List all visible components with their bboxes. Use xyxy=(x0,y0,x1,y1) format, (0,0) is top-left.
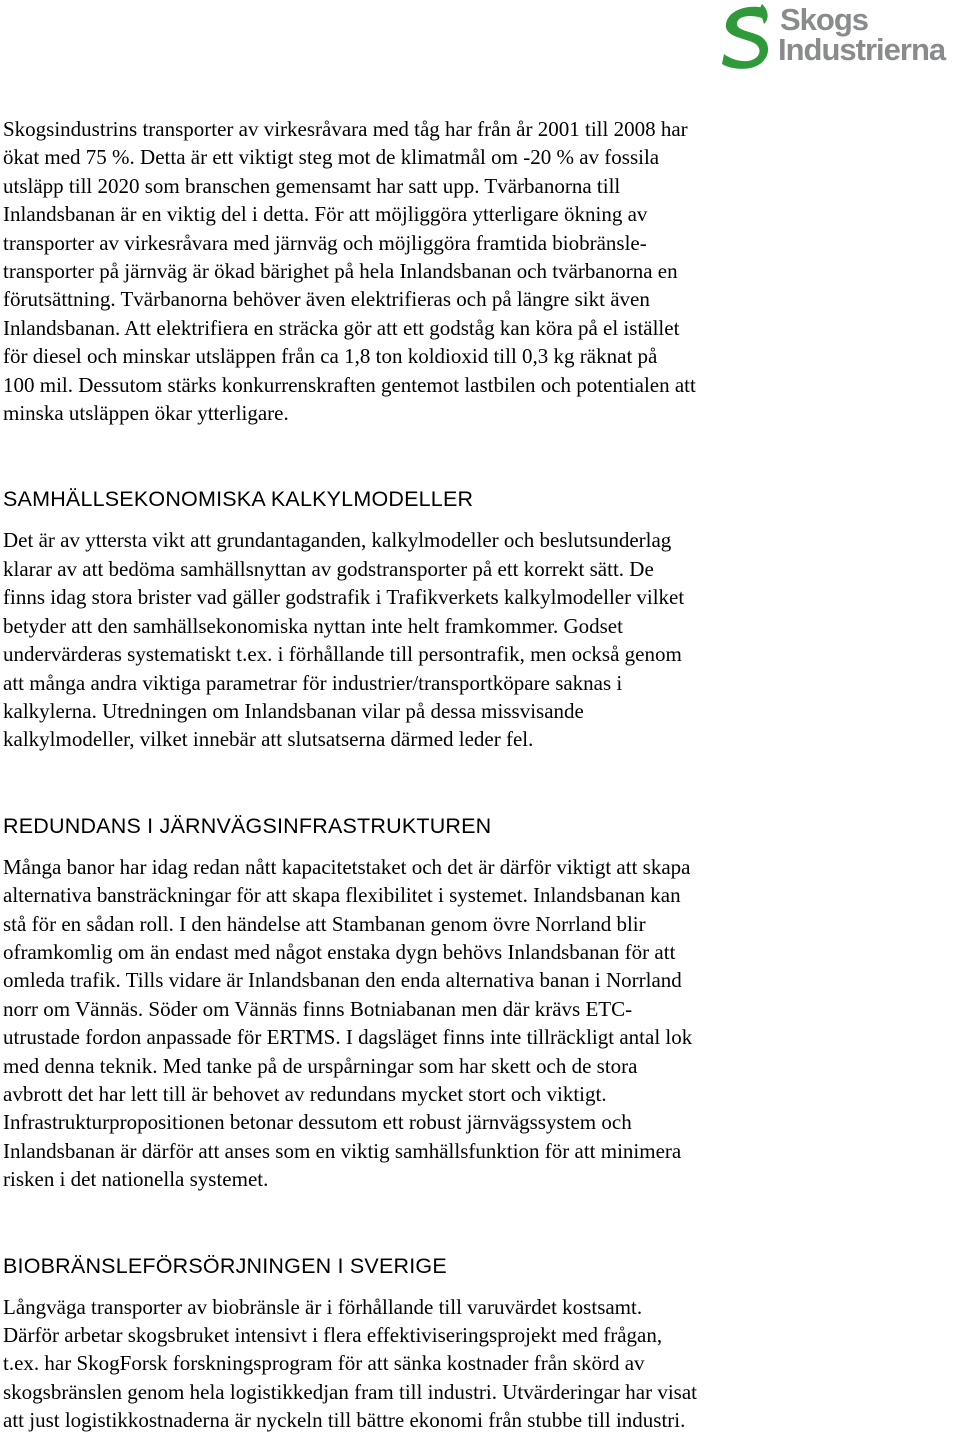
heading-redundans: REDUNDANS I JÄRNVÄGSINFRASTRUKTUREN xyxy=(3,813,492,838)
skogsindustrierna-logo xyxy=(718,0,960,74)
logo-text-skogs: Skogs xyxy=(780,2,869,37)
paragraph-biobransle: Långväga transporter av biobränsle är i förhållande till varuvärdet kostsamt. Därför arbetar skogsbruket intensivt i flera effektiviseringsprojekt med frågan, t.ex. har SkogForsk forskningsprogram för att sänka kostnader från skörd av skogsbränslen genom hela logistikkedjan fram till industri. Utvärderingar har visat att just logistikkostnaderna är nyckeln till bättre ekonomi från stubbe till industri. xyxy=(3,1294,698,1433)
paragraph-redundans: Många banor har idag redan nått kapacitetstaket och det är därför viktigt att skapa alternativa bansträckningar för att skapa flexibilitet i systemet. Inlandsbanan kan stå för en sådan roll. I den händelse att Stambanan genom övre Norrland blir oframkomlig om än endast med något enstaka dygn behövs Inlandsbanan för att omleda trafik. Tills vidare är Inlandsbanan den enda alternativa banan i Norrland norr om Vännäs. Söder om Vännäs finns Botniabanan men där krävs ETC- utrustade fordon anpassade för ERTMS. I dagsläget finns inte tillräckligt antal lok med denna teknik. Med tanke på de urspårningar som har skett och de stora avbrott det har lett till är behovet av redundans mycket stort och viktigt. Infrastrukturpropositionen betonar dessutom ett robust järnvägssystem och Inlandsbanan är därför att anses som en viktig samhällsfunktion för att minimera risken i det nationella systemet. xyxy=(3,854,693,1192)
leaf-s-logo-icon xyxy=(718,2,780,72)
logo-text-industrierna: Industrierna xyxy=(778,32,946,67)
heading-samhallsekonomiska-kalkylmodeller: SAMHÄLLSEKONOMISKA KALKYLMODELLER xyxy=(3,487,474,512)
paragraph-kalkylmodeller: Det är av yttersta vikt att grundantaganden, kalkylmodeller och beslutsunderlag klarar av att bedöma samhällsnyttan av godstransporter på ett korrekt sätt. De finns idag stora brister vad gäller godstrafik i Trafikverkets kalkylmodeller vilket betyder att den samhällsekonomiska nyttan inte helt framkommer. Godset undervärderas systematiskt t.ex. i förhållande till persontrafik, men också genom att många andra viktiga parametrar för industrier/transportköpare saknas i kalkylerna. Utredningen om Inlandsbanan vilar på dessa missvisande kalkylmodeller, vilket innebär att slutsatserna därmed leder fel. xyxy=(3,528,685,752)
intro-paragraph: Skogsindustrins transporter av virkesråvara med tåg har från år 2001 till 2008 har ökat med 75 %. Detta är ett viktigt steg mot de klimatmål om -20 % av fossila utsläpp till 2020 som branschen gemensamt har satt upp. Tvärbanorna till Inlandsbanan är en viktig del i detta. För att möjliggöra ytterligare ökning av transporter av virkesråvara med järnväg och möjliggöra framtida biobränsle- transporter på järnväg är ökad bärighet på hela Inlandsbanan och tvärbanorna en förutsättning. Tvärbanorna behöver även elektrifieras och på längre sikt även Inlandsbanan. Att elektrifiera en sträcka gör att ett godståg kan köra på el istället för diesel och minskar utsläppen från ca 1,8 ton koldioxid till 0,3 kg räknat på 100 mil. Dessutom stärks konkurrenskraften gentemot lastbilen och potentialen att minska utsläppen ökar ytterligare. xyxy=(3,117,696,426)
document-content xyxy=(3,115,953,1435)
heading-biobransleforsorjningen: BIOBRÄNSLEFÖRSÖRJNINGEN I SVERIGE xyxy=(3,1253,447,1278)
